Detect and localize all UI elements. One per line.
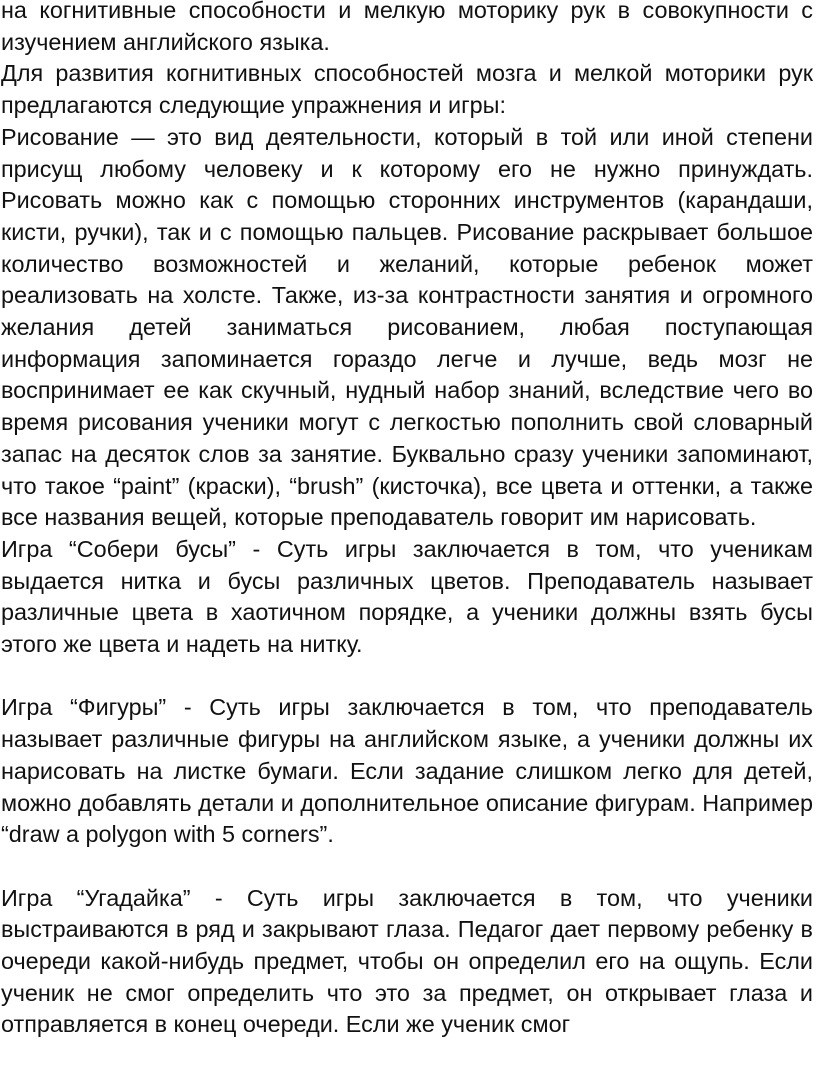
paragraph-game-guess: Игра “Угадайка” - Суть игры заключается в том, что ученики выстраиваются в ряд и закрывают глаза. Педагог дает первому ребенку в очереди какой-нибудь предмет, чтобы он определил его на ощупь. Если ученик не смог определить что это за предмет, он открывает глаза и отправляется в конец очереди. Если же ученик смог bbox=[1, 884, 813, 1038]
paragraph-drawing: Рисование — это вид деятельности, который в той или иной степени присущ любому человеку и к которому его не нужно принуждать. Рисовать можно как с помощью сторонних инструментов (карандаши, кисти, ручки), так и с помощью пальцев. Рисование раскрывает большое количество возможностей и желаний, которые ребенок может реализовать на холсте. Также, из-за контрастности занятия и огромного желания детей заниматься рисованием, любая поступающая информация запоминается гораздо легче и лучше, ведь мозг не воспринимает ее как скучный, нудный набор знаний, вследствие чего во время рисования ученики могут с легкостью пополнить свой словарный запас на десяток слов за занятие. Буквально сразу ученики запоминают, что такое “paint” (краски), “brush” (кисточка), все цвета и оттенки, а также все названия вещей, которые преподаватель говорит им нарисовать. bbox=[1, 123, 813, 531]
paragraph-game-shapes: Игра “Фигуры” - Суть игры заключается в том, что преподаватель называет различные фигуры на английском языке, а ученики должны их нарисовать на листке бумаги. Если задание слишком легко для детей, можно добавлять детали и дополнительное описание фигурам. Например “draw a polygon with 5 corners”. bbox=[1, 694, 813, 848]
paragraph-exercises-intro: Для развития когнитивных способностей мозга и мелкой моторики рук предлагаются следующие упражнения и игры: bbox=[1, 60, 813, 119]
paragraph-spacer bbox=[1, 661, 813, 693]
paragraph-spacer bbox=[1, 851, 813, 883]
paragraph-game-beads: Игра “Собери бусы” - Суть игры заключается в том, что ученикам выдается нитка и бусы различных цветов. Преподаватель называет различные цвета в хаотичном порядке, а ученики должны взять бусы этого же цвета и надеть на нитку. bbox=[1, 535, 813, 658]
paragraph-intro-continuation: на когнитивные способности и мелкую моторику рук в совокупности с изучением английского языка. bbox=[1, 0, 813, 55]
